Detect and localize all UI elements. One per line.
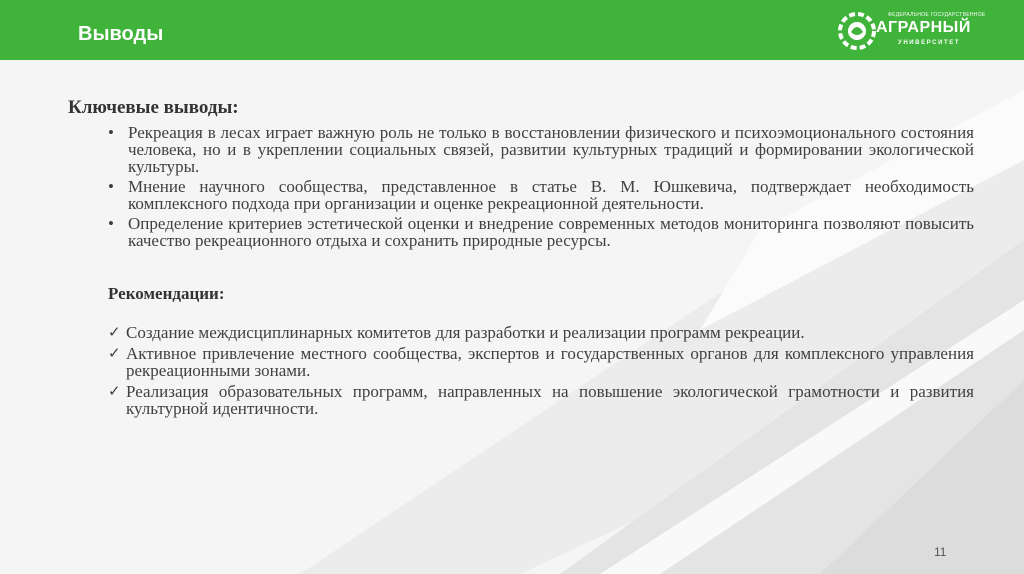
checkmark-icon: ✓ (108, 344, 121, 362)
list-item-text: Активное привлечение местного сообщества, экспертов и государственных органов для комплексного управления рекреационными зонами. (126, 344, 974, 380)
list-item-text: Мнение научного сообщества, представленное в статье В. М. Юшкевича, подтверждает необходимость комплексного подхода при организации и оценке рекреационной деятельности. (128, 177, 974, 213)
list-item-text: Создание междисциплинарных комитетов для разработки и реализации программ рекреации. (126, 323, 805, 342)
conclusions-list (108, 124, 974, 252)
list-item (108, 324, 974, 341)
logo-top-line: ФЕДЕРАЛЬНОЕ ГОСУДАРСТВЕННОЕ (888, 12, 986, 18)
page-number: 11 (934, 545, 947, 559)
logo-name: АГРАРНЫЙ (876, 19, 971, 36)
recommendations-title: Рекомендации: (108, 284, 225, 303)
checkmark-icon: ✓ (108, 323, 121, 341)
conclusions-title: Ключевые выводы: (68, 97, 239, 118)
list-item (108, 215, 974, 249)
list-item-text: Реализация образовательных программ, направленных на повышение экологической грамотности и развития культурной идентичности. (126, 382, 974, 418)
bullet-icon: • (108, 177, 114, 196)
checkmark-icon: ✓ (108, 382, 121, 400)
bullet-icon: • (108, 123, 114, 142)
bullet-icon: • (108, 214, 114, 233)
list-item (108, 178, 974, 212)
recommendations-list (108, 324, 974, 421)
list-item-text: Определение критериев эстетической оценки и внедрение современных методов мониторинга позволяют повысить качество рекреационного отдыха и сохранить природные ресурсы. (128, 214, 974, 250)
page-title: Выводы (78, 23, 164, 45)
list-item (108, 124, 974, 175)
list-item (108, 345, 974, 379)
list-item-text: Рекреация в лесах играет важную роль не только в восстановлении физического и психоэмоционального состояния человека, но и в укреплении социальных связей, развитии культурных традиций и формировании экологической культуры. (128, 123, 974, 176)
list-item (108, 383, 974, 417)
logo-subtitle: УНИВЕРСИТЕТ (898, 40, 961, 46)
